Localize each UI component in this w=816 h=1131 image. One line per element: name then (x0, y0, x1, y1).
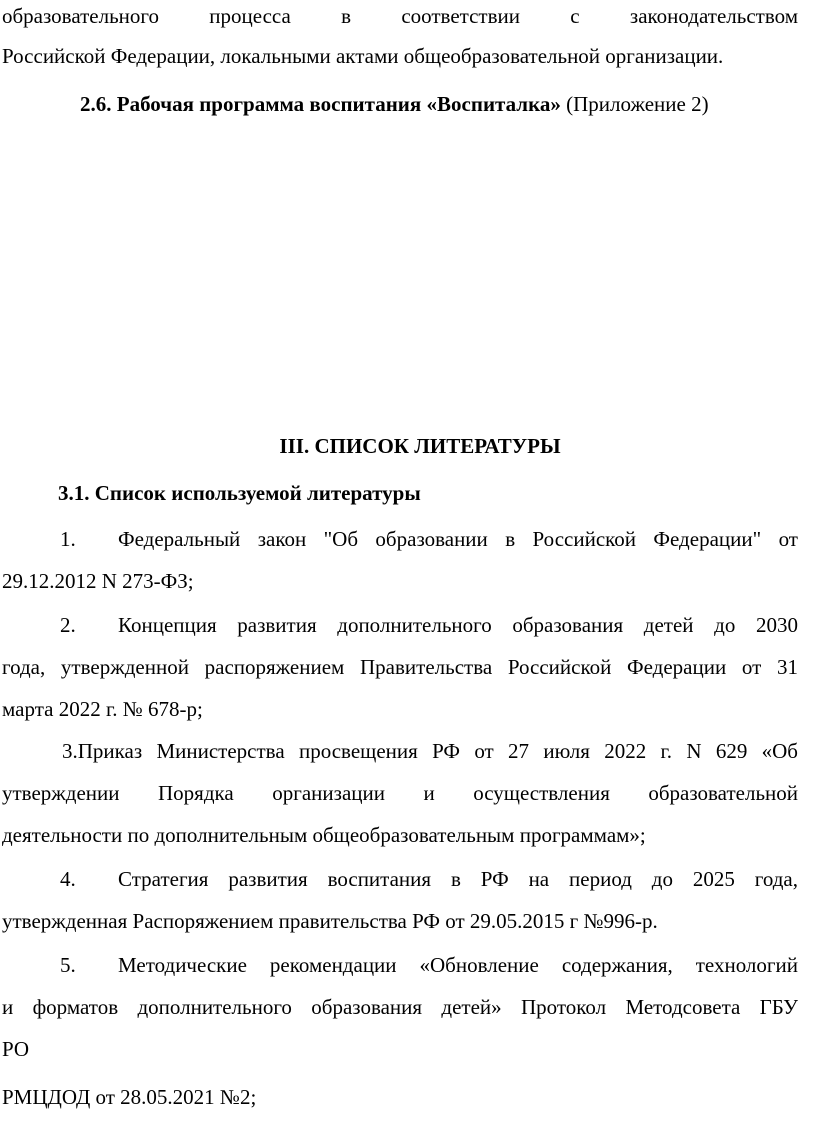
reference-line: РМЦДОД от 28.05.2021 №2; (2, 1085, 257, 1109)
reference-item-3: 3.Приказ Министерства просвещения РФ от 27 июля 2022 г. N 629 «Об (62, 739, 798, 763)
reference-number: 5. (60, 953, 76, 977)
reference-line: Федеральный закон "Об образовании в Российской Федерации" от (118, 527, 798, 551)
reference-line: Концепция развития дополнительного образования детей до 2030 (118, 613, 798, 637)
reference-number: 2. (60, 613, 76, 637)
reference-line: марта 2022 г. № 678-р; (2, 697, 203, 721)
reference-line: года, утвержденной распоряжением Правительства Российской Федерации от 31 (2, 655, 798, 679)
literature-heading: III. СПИСОК ЛИТЕРАТУРЫ (279, 434, 561, 458)
reference-line: и форматов дополнительного образования детей» Протокол Методсовета ГБУ (2, 995, 798, 1019)
reference-item-2 (2, 613, 798, 637)
reference-line: утверждении Порядка организации и осуществления образовательной (2, 781, 798, 805)
reference-item-1 (2, 527, 798, 551)
literature-subheading: 3.1. Список используемой литературы (58, 481, 421, 505)
reference-line: Стратегия развития воспитания в РФ на период до 2025 года, (118, 867, 798, 891)
paragraph-line: Российской Федерации, локальными актами общеобразовательной организации. (2, 44, 724, 68)
section-2-6-heading (80, 92, 800, 116)
reference-number: 4. (60, 867, 76, 891)
reference-line: РО (2, 1037, 30, 1061)
reference-number: 1. (60, 527, 76, 551)
reference-line: деятельности по дополнительным общеобразовательным программам»; (2, 823, 646, 847)
paragraph-line: образовательного процесса в соответствии с законодательством (2, 4, 798, 28)
reference-item-4 (2, 867, 798, 891)
reference-line: утвержденная Распоряжением правительства РФ от 29.05.2015 г №996-р. (2, 909, 658, 933)
reference-line: 29.12.2012 N 273-ФЗ; (2, 569, 194, 593)
reference-line: Методические рекомендации «Обновление содержания, технологий (118, 953, 798, 977)
section-2-6-bold: 2.6. Рабочая программа воспитания «Воспиталка» (80, 92, 561, 116)
reference-item-5 (2, 953, 798, 977)
section-2-6-appendix: (Приложение 2) (560, 92, 709, 116)
